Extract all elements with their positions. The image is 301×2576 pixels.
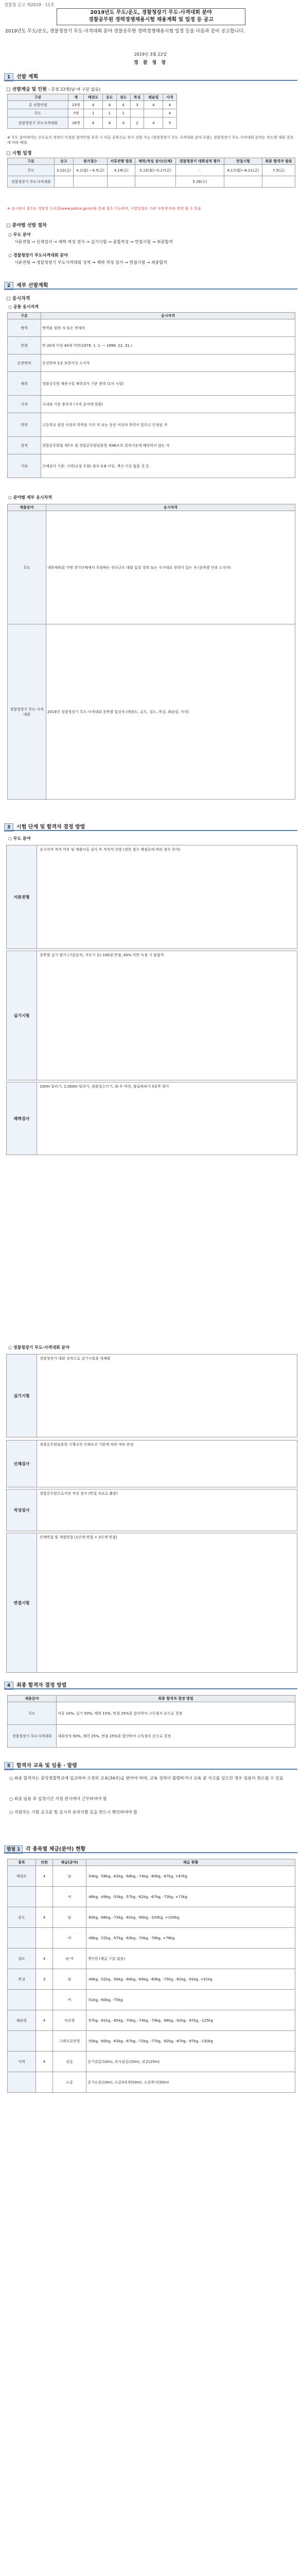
class-cell: 여 xyxy=(53,1887,86,1907)
quota-header-cell: 유도 xyxy=(102,94,116,101)
quota-footnote: ※ 무도 분야에서는 선수로서 경력이 인정된 합격인원 부족 시 다른 종목으로 추가 선발 가능 (경찰청장기 무도 사격대회 분야 포함), 경찰청장기 무도·사격대회 분야는 연도별 대회 결과에 따라 배정. xyxy=(7,135,294,145)
row-label: 무도 xyxy=(8,109,68,117)
stage-text: 단체면접 및 개별면접 (1단계 면접 + 2단계 면접) xyxy=(40,1535,117,1539)
count-cell: 4 xyxy=(36,1948,53,1969)
section-3-number: 3 xyxy=(4,823,13,832)
sport-cell: 사격 xyxy=(8,2052,36,2072)
table-header xyxy=(8,504,295,511)
table-row xyxy=(8,176,295,188)
table-row xyxy=(8,2031,295,2052)
class-cell: 자유형 xyxy=(53,2010,86,2031)
detail-eligibility-table xyxy=(7,504,295,800)
cell: 4 xyxy=(144,117,163,129)
cell xyxy=(224,176,262,188)
cell: 2019년 경찰청장기 무도·사격대회 종목별 입상자 (태권도, 유도, 검도, 복싱, 레슬링, 사격) xyxy=(46,624,295,800)
cell xyxy=(130,109,144,117)
schedule-table xyxy=(7,158,295,188)
count-cell xyxy=(36,1928,53,1948)
count-cell: 3 xyxy=(36,1969,53,1990)
cell: 무도 xyxy=(8,165,55,176)
exam-stage-block xyxy=(6,1354,297,1437)
section-4-heading xyxy=(4,1681,66,1688)
row-label: 사격 xyxy=(8,396,41,413)
section-3-heading xyxy=(4,822,85,829)
annex-1-label: 별첨 1 xyxy=(4,1845,23,1854)
cell: 4 xyxy=(116,117,130,129)
table-row xyxy=(8,413,295,437)
stage-text: 경찰청장기 대회 성적으로 실기시험을 대체함 xyxy=(40,1357,111,1361)
class-cell: 소총 xyxy=(53,2072,86,2093)
weights-cell: -49kg, -52kg, -56kg, -60kg, -64kg, -69kg, -75kg, -81kg, -91kg, +91kg xyxy=(86,1969,295,1990)
exam-stage-block xyxy=(6,1489,297,1531)
class-cell: 권총 xyxy=(53,2052,86,2072)
stage-label: 적성검사 xyxy=(7,1489,37,1531)
stage-text: 경찰공무원임용령 시행규칙 신체조건 기준에 따라 적부 판정 xyxy=(40,1443,134,1447)
schedule-header-cell: 체력/적성 검사(신체) xyxy=(135,158,176,165)
sport-cell: 태권도 xyxy=(8,1866,36,1887)
cell: 고등학교 졸업 이상의 학력을 가진 자 또는 동등 이상의 학력이 있다고 인정된 자 xyxy=(41,413,295,437)
weights-cell: -46kg, -49kg, -53kg, -57kg, -62kg, -67kg, -73kg, +73kg xyxy=(86,1887,295,1907)
table-row xyxy=(8,319,295,337)
header-cell: 인원 xyxy=(36,1859,53,1866)
cell: 3.22(금) xyxy=(55,165,74,176)
class-cell: 여 xyxy=(53,1990,86,2010)
notice-date: 2019년 3월 22일 xyxy=(134,52,167,57)
section-5-title: 합격자 교육 및 임용 · 발령 xyxy=(16,1763,77,1769)
count-cell: 4 xyxy=(36,1907,53,1928)
section-divider xyxy=(4,289,297,290)
weights-cell: -51kg, -60kg, -75kg xyxy=(86,1990,295,2010)
cell: 5 xyxy=(163,117,177,129)
stage-label: 체력검사 xyxy=(7,1082,37,1155)
cell: 병역을 필한 자 또는 면제자 xyxy=(41,319,295,337)
quota-table-header xyxy=(8,94,177,101)
common-eligibility-table xyxy=(7,312,295,478)
count-cell: 4 xyxy=(36,1866,53,1887)
table-row xyxy=(8,1948,295,1969)
table-row xyxy=(8,511,295,624)
issuer-signature: 경 찰 청 장 xyxy=(133,60,168,65)
cell: 4.19(금) xyxy=(108,165,135,176)
section-3-title: 시험 단계 및 합격자 결정 방법 xyxy=(16,824,85,830)
row-label: 무도 xyxy=(8,511,46,624)
row-label: 연령 xyxy=(8,337,41,354)
detail-eligibility-title: ○ 분야별 세부 응시자격 xyxy=(8,495,52,500)
row-label: 경찰청장기 무도사격대회 xyxy=(8,1725,57,1748)
stage-label: 면접시험 xyxy=(7,1533,37,1672)
sport-cell: 레슬링 xyxy=(8,2010,36,2031)
education-line: ○ 최종 합격자는 중앙경찰학교에 입교하여 소정의 교육(34주)을 받아야 하며, 교육 성적이 불량하거나 교육 중 사고를 일으킨 경우 임용이 취소될 수 있음 xyxy=(9,1776,284,1781)
cell: 4 xyxy=(116,101,130,109)
cell: 5.29(수) xyxy=(175,176,224,188)
intro-text: 2019년도 무도/운도, 경찰청장기 무도·사격대회 분야 경찰공무원 경력경쟁채용시험 일정 등을 다음과 같이 공고합니다. xyxy=(5,29,245,34)
stage-text: 종목별 실기 평가 (기본동작, 겨루기 등) 100점 만점, 40% 미만 득점 시 불합격 xyxy=(40,953,164,957)
cell: 대회성적 50%, 체력 25%, 면접 25%를 합산하여 고득점자 순으로 결정 xyxy=(57,1725,295,1748)
weights-cell: 개인전 (체급 구분 없음) xyxy=(86,1948,295,1969)
schedule-header-cell: 최종 합격자 발표 xyxy=(262,158,295,165)
sport-cell: 유도 xyxy=(8,1907,36,1928)
quota-header-cell: 태권도 xyxy=(84,94,103,101)
recruit-quota-heading xyxy=(6,86,100,92)
section-divider xyxy=(4,1688,297,1689)
cell: 1 xyxy=(84,109,103,117)
cell: 국내외 기준 충족자 (사격 분야에 한함) xyxy=(41,396,295,413)
count-cell xyxy=(36,2031,53,2052)
cell: 7명 xyxy=(68,109,84,117)
count-cell: 4 xyxy=(36,2010,53,2031)
sport-cell xyxy=(8,1928,36,1948)
section-1-heading xyxy=(4,72,38,79)
cell: - xyxy=(175,165,224,176)
section-divider xyxy=(4,80,297,81)
table-row xyxy=(8,354,295,372)
class-cell: 남 xyxy=(53,1866,86,1887)
section-5-heading xyxy=(4,1761,77,1768)
quota-header-cell: 구분 xyxy=(8,94,68,101)
stage-label: 신체검사 xyxy=(7,1440,37,1487)
procedure-2-steps: 서류전형 → 경찰청장기 무도사격대회 성적 → 체력·적성 검사 → 면접시험 → 최종합격 xyxy=(14,260,167,265)
row-label: 경찰청장기 무도사격대회 xyxy=(8,117,68,129)
class-cell: 남 xyxy=(53,1907,86,1928)
schedule-header-cell: 서류전형 발표 xyxy=(108,158,135,165)
section-divider xyxy=(4,830,297,831)
table-row xyxy=(8,1725,295,1748)
cell: 3 xyxy=(130,101,144,109)
table-row xyxy=(8,1702,295,1725)
table-row xyxy=(8,1990,295,2010)
cell: 4 xyxy=(163,101,177,109)
row-label: 운전면허 xyxy=(8,354,41,372)
header-cell: 응시자격 xyxy=(41,313,295,319)
stage-text: 응시자격 적격 여부 및 제출서류 심사 후 적격자 선발 (경력 점수 배점표에 따라 점수 부여) xyxy=(40,848,181,852)
count-cell: 4 xyxy=(36,2052,53,2072)
sport-cell xyxy=(8,1990,36,2010)
row-label: 경찰청장기 무도·사격대회 xyxy=(8,624,46,800)
section-1-title: 선발 계획 xyxy=(16,74,39,80)
cell xyxy=(55,176,74,188)
cell: 4 xyxy=(102,101,116,109)
procedure-1-title: ○ 무도 분야 xyxy=(8,232,31,237)
education-line: ○ 최종 임용 후 일정기간 지정 관서에서 근무하여야 함 xyxy=(9,1797,107,1801)
table-row xyxy=(8,624,295,800)
count-cell xyxy=(36,2072,53,2093)
cell: 운전면허 1종 보통이상 소지자 xyxy=(41,354,295,372)
cell: 1 xyxy=(116,109,130,117)
table-row xyxy=(8,109,177,117)
cell: 4 xyxy=(163,109,177,117)
stage-text: 경찰공무원으로서의 적성 검사 (면접 자료로 활용) xyxy=(40,1492,118,1496)
quota-header-cell: 계 xyxy=(68,94,84,101)
cell xyxy=(135,176,176,188)
notice-number: 경찰청 공고 제2019 - 11호 xyxy=(4,3,55,7)
common-eligibility-title: ○ 공통 응시자격 xyxy=(8,304,39,309)
cell: 6.17(월)~6.21(금) xyxy=(224,165,262,176)
cell: 23명 xyxy=(68,101,84,109)
header-cell: 체급 현황 xyxy=(86,1859,295,1866)
table-row xyxy=(8,437,295,454)
cell xyxy=(262,176,295,188)
table-row xyxy=(8,2010,295,2031)
class-cell: 그레코로만형 xyxy=(53,2031,86,2052)
table-header xyxy=(8,1696,295,1702)
schedule-header-cell: 원서접수 xyxy=(73,158,108,165)
weights-cell: -55kg, -60kg, -63kg, -67kg, -72kg, -77kg, -82kg, -87kg, -97kg, -130kg xyxy=(86,2031,295,2052)
table-row xyxy=(8,337,295,354)
section-2-title: 세부 선발계획 xyxy=(16,283,48,289)
table-row xyxy=(8,117,177,129)
notice-title-box xyxy=(57,8,245,25)
eligibility-heading: □ 응시자격 xyxy=(6,296,30,301)
row-label: 체력 xyxy=(8,372,41,396)
cell: 2 xyxy=(130,117,144,129)
cell: 만 20세 이상 40세 미만(1979. 1. 1. ~ 1999. 12. 31.) xyxy=(41,337,295,354)
sport-cell xyxy=(8,2031,36,2052)
header-cell: 구분 xyxy=(8,313,41,319)
row-label: 총 선발인원 xyxy=(8,101,68,109)
recruit-quota-title: □ 선발계급 및 인원 xyxy=(6,87,47,92)
header-cell: 체급(분야) xyxy=(53,1859,86,1866)
cell: 4 xyxy=(102,117,116,129)
cell: 경찰청장기 무도사격대회 xyxy=(8,176,55,188)
section-4-title: 최종 합격자 결정 방법 xyxy=(16,1683,67,1688)
schedule-header-cell: 공고 xyxy=(55,158,74,165)
header-cell: 응시자격 xyxy=(46,504,295,511)
stage-label: 실기시험 xyxy=(7,1354,37,1437)
exam-stage-block xyxy=(6,845,297,949)
table-header xyxy=(8,313,295,319)
count-cell xyxy=(36,1990,53,2010)
quota-header-cell: 사격 xyxy=(163,94,177,101)
education-line: ○ 지원자는 시험 공고문 및 응시자 유의사항 등을 반드시 확인하여야 함 xyxy=(9,1810,137,1815)
quota-header-cell: 검도 xyxy=(116,94,130,101)
cell: 1 xyxy=(102,109,116,117)
table-row xyxy=(8,2072,295,2093)
final-selection-table xyxy=(7,1695,295,1748)
cell: 4 xyxy=(144,101,163,109)
table-row xyxy=(8,454,295,478)
header-cell: 최종 합격자 결정 방법 xyxy=(57,1696,295,1702)
schedule-heading: □ 시험 일정 xyxy=(6,151,32,156)
cell: 7.5(금) xyxy=(262,165,295,176)
cell xyxy=(108,176,135,188)
class-cell: 여 xyxy=(53,1928,86,1948)
row-label: 결격 xyxy=(8,437,41,454)
annex-1-heading xyxy=(4,1844,85,1852)
cell xyxy=(144,109,163,117)
schedule-table-header xyxy=(8,158,295,165)
weights-cell: 공기소총(10m), 소총3자세(50m), 소총복사(50m) xyxy=(86,2072,295,2093)
cell: 16명 xyxy=(68,117,84,129)
table-header xyxy=(8,1859,295,1866)
section-5-number: 5 xyxy=(4,1762,13,1770)
cell: 서류 10%, 실기 50%, 체력 15%, 면접 25%를 합산하여 고득점자 순으로 결정 xyxy=(57,1702,295,1725)
exam-stage-subheading-1: ○ 무도 분야 xyxy=(8,836,31,841)
section-4-number: 4 xyxy=(4,1682,13,1690)
table-row xyxy=(8,396,295,413)
row-label: 병역 xyxy=(8,319,41,337)
schedule-footnote: ※ 응시원서 접수는 경찰청 누리집(www.police.go.kr)을 통해 접수 가능하며, 시험일정은 기관 사정에 따라 변경 될 수 있음 xyxy=(7,207,201,211)
notice-title-line-1: 2019년도 무도/운도, 경찰청장기 무도·사격대회 분야 xyxy=(90,10,212,15)
section-2-number: 2 xyxy=(4,282,13,290)
class-cell: 남·여 xyxy=(53,1948,86,1969)
header-cell: 채용분야 xyxy=(8,504,46,511)
recruit-quota-note: : 총경 22명(남·여 구분 없음) xyxy=(48,87,101,92)
table-row xyxy=(8,1887,295,1907)
annex-1-title: 각 종목별 체급(분야) 현황 xyxy=(26,1846,86,1852)
table-row xyxy=(8,1928,295,1948)
sport-cell xyxy=(8,2072,36,2093)
cell: 경찰공무원 채용시험 체력검사 기준 충족 (1차 시험) xyxy=(41,372,295,396)
stage-label: 실기시험 xyxy=(7,951,37,1080)
table-row xyxy=(8,1907,295,1928)
cell: 4 xyxy=(84,117,103,129)
row-label: 학력 xyxy=(8,413,41,437)
row-label: 기타 xyxy=(8,454,41,478)
exam-stage-block xyxy=(6,1533,297,1673)
section-1-number: 1 xyxy=(4,73,13,81)
weights-cell: -60kg, -66kg, -73kg, -81kg, -90kg, -100kg, +100kg xyxy=(86,1907,295,1928)
section-2-heading xyxy=(4,281,48,288)
exam-stage-block xyxy=(6,1082,297,1155)
table-row xyxy=(8,101,177,109)
schedule-header-cell: 면접시험 xyxy=(224,158,262,165)
cell xyxy=(73,176,108,188)
quota-header-cell: 레슬링 xyxy=(144,94,163,101)
section-divider xyxy=(4,1769,297,1770)
row-label: 무도 xyxy=(8,1702,57,1725)
schedule-header-cell: 경찰청장기 대회성적 평가 xyxy=(175,158,224,165)
weight-class-table xyxy=(7,1859,295,2093)
cell: 신체검사 기준: 시력(교정 포함) 좌우 0.8 이상, 색신 이상 없을 것 등 xyxy=(41,454,295,478)
table-row xyxy=(8,372,295,396)
section-divider xyxy=(4,1852,297,1853)
cell: 경찰공무원법 제7조 및 경찰공무원임용령 제46조의 결격사유에 해당하지 않는 자 xyxy=(41,437,295,454)
schedule-header-cell: 구분 xyxy=(8,158,55,165)
procedure-heading: □ 분야별 선발 절차 xyxy=(6,223,47,228)
header-cell: 종목 xyxy=(8,1859,36,1866)
class-cell: 남 xyxy=(53,1969,86,1990)
stage-label: 서류전형 xyxy=(7,845,37,948)
exam-stage-subheading-2: ○ 경찰청장기 무도·사격대회 분야 xyxy=(8,1345,69,1350)
cell: 5.13(월)~5.17(금) xyxy=(135,165,176,176)
stage-text: 100m 달리기, 1,000m 달리기, 윗몸일으키기, 좌·우 악력, 팔굽혀펴기 5종목 평가 xyxy=(40,1084,169,1089)
weights-cell: 공기권총(10m), 속사권총(25m), 권총(25m) xyxy=(86,2052,295,2072)
table-row xyxy=(8,2052,295,2072)
quota-table xyxy=(7,94,177,129)
cell: 4 xyxy=(84,101,103,109)
sport-cell xyxy=(8,1887,36,1907)
sport-cell: 검도 xyxy=(8,1948,36,1969)
procedure-2-title: ○ 경찰청장기 무도사격대회 분야 xyxy=(8,253,68,258)
quota-header-cell: 복싱 xyxy=(130,94,144,101)
procedure-1-steps: 서류전형 → 신체검사 → 체력·적성 검사 → 실기시험 → 종합적성 → 면접시험 → 최종합격 xyxy=(14,240,173,244)
table-row xyxy=(8,1969,295,1990)
cell: 대한체육회 가맹 경기단체에서 주최하는 전국규모 대회 입상 경력 또는 국가대표 경력이 있는 자 (종목별 단증 소지자) xyxy=(46,511,295,624)
notice-title-line-2: 경찰공무원 경력경쟁채용시험 채용계획 및 일정 등 공고 xyxy=(88,17,214,23)
cell: 4.1(월) ~4.5(금) xyxy=(73,165,108,176)
table-row xyxy=(8,165,295,176)
count-cell xyxy=(36,1887,53,1907)
header-cell: 채용분야 xyxy=(8,1696,57,1702)
table-row xyxy=(8,1866,295,1887)
exam-stage-block xyxy=(6,951,297,1080)
sport-cell: 복싱 xyxy=(8,1969,36,1990)
weights-cell: -48kg, -52kg, -57kg, -63kg, -70kg, -78kg, +78kg xyxy=(86,1928,295,1948)
weights-cell: -57kg, -61kg, -65kg, -70kg, -74kg, -79kg, -86kg, -92kg, -97kg, -125kg xyxy=(86,2010,295,2031)
weights-cell: -54kg, -58kg, -63kg, -68kg, -74kg, -80kg, -87kg, +87kg xyxy=(86,1866,295,1887)
exam-stage-block xyxy=(6,1440,297,1487)
